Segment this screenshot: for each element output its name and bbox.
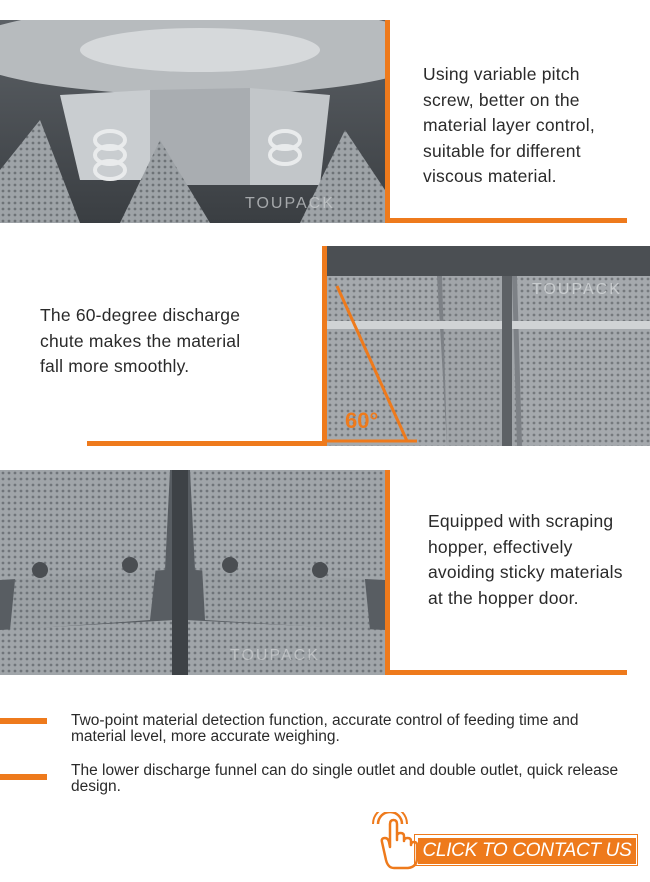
feature-item: Two-point material detection function, accurate control of feeding time and material level, more accurate weighing. [71, 712, 579, 745]
section1-accent-horizontal [385, 218, 627, 223]
scraping-hopper-photo [0, 470, 385, 675]
section3-accent-horizontal [385, 670, 627, 675]
cta-label: CLICK TO CONTACT US [418, 838, 636, 864]
discharge-chute-illustration [327, 246, 650, 446]
angle-label: 60° [345, 408, 379, 433]
scraping-hopper-illustration [0, 470, 385, 675]
pointer-hand-icon [372, 812, 420, 870]
hopper-screw-illustration [0, 20, 385, 223]
watermark: TOUPACK [230, 647, 320, 664]
hopper-screw-photo [0, 20, 385, 223]
section2-accent-vertical [322, 246, 327, 446]
section3-description: Equipped with scraping hopper, effectively avoiding sticky materials at the hopper door. [428, 511, 623, 608]
section1-accent-vertical [385, 20, 390, 223]
feature-bullet-bar [0, 718, 47, 724]
contact-us-button[interactable] [372, 812, 642, 870]
section2-description: The 60-degree discharge chute makes the material fall more smoothly. [40, 305, 241, 376]
feature-item: The lower discharge funnel can do single outlet and double outlet, quick release design. [71, 762, 619, 795]
section1-description: Using variable pitch screw, better on the material layer control, suitable for different viscous material. [423, 64, 595, 186]
watermark: TOUPACK [245, 195, 335, 212]
discharge-chute-photo [327, 246, 650, 446]
watermark: TOUPACK [532, 281, 622, 298]
section3-accent-vertical [385, 470, 390, 675]
section2-accent-horizontal [87, 441, 327, 446]
feature-bullet-bar [0, 774, 47, 780]
